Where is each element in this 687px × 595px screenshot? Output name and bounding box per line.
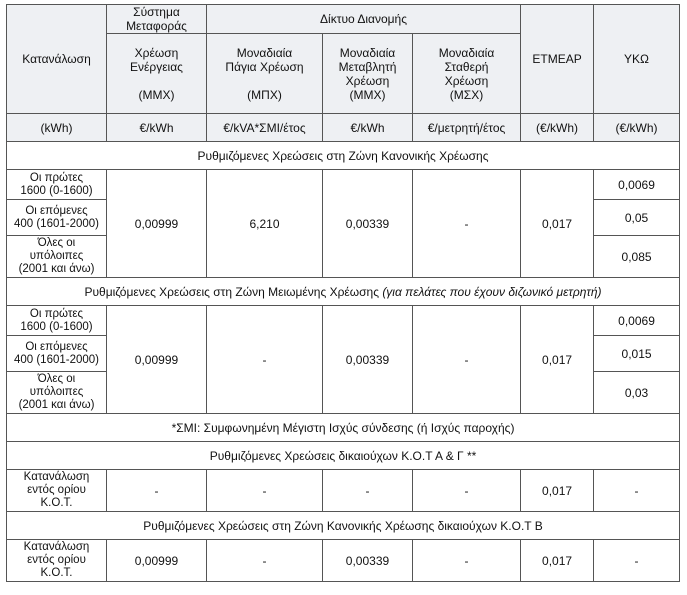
tier-rest: Όλες οι υπόλοιπες (2001 και άνω) [7,236,107,278]
tier-next-reduced: Οι επόμενες 400 (1601-2000) [7,336,107,372]
section-normal-title: Ρυθμιζόμενες Χρεώσεις στη Ζώνη Κανονικής Χρέωσης [7,142,680,170]
normal-fixed: 6,210 [207,170,323,278]
header-yko: ΥΚΩ [594,5,680,114]
kot-ag-energy: - [107,470,207,512]
header-distribution-group: Δίκτυο Διανομής [207,5,521,34]
normal-meter: - [413,170,521,278]
header-energy-charge: Χρέωση Ενέργειας (ΜΜΧ) [107,34,207,114]
kot-ag-label: Κατανάλωση εντός ορίου Κ.Ο.Τ. [7,470,107,512]
normal-energy: 0,00999 [107,170,207,278]
section-kot-b-title: Ρυθμιζόμενες Χρεώσεις στη Ζώνη Κανονικής Χρέωσης δικαιούχων Κ.Ο.Τ Β [7,512,680,540]
unit-fixed: €/kVA*ΣΜΙ/έτος [207,114,323,142]
normal-yko-first: 0,0069 [594,170,680,200]
tier-first: Οι πρώτες 1600 (0-1600) [7,170,107,200]
header-consumption: Κατανάλωση [7,5,107,114]
section-kot-ag-title: Ρυθμιζόμενες Χρεώσεις δικαιούχων Κ.Ο.Τ Α & Γ ** [7,442,680,470]
reduced-energy: 0,00999 [107,306,207,414]
reduced-meter: - [413,306,521,414]
header-fixed-charge: Μοναδιαία Πάγια Χρέωση (ΜΠΧ) [207,34,323,114]
kot-ag-fixed: - [207,470,323,512]
reduced-yko-rest: 0,03 [594,372,680,414]
tier-next: Οι επόμενες 400 (1601-2000) [7,200,107,236]
tariff-table [6,4,680,582]
reduced-yko-first: 0,0069 [594,306,680,336]
unit-consumption: (kWh) [7,114,107,142]
reduced-variable: 0,00339 [323,306,413,414]
reduced-yko-next: 0,015 [594,336,680,372]
kot-b-etmear: 0,017 [521,540,594,582]
kot-ag-etmear: 0,017 [521,470,594,512]
unit-yko: (€/kWh) [594,114,680,142]
unit-variable: €/kWh [323,114,413,142]
header-variable-charge: Μοναδιαία Μεταβλητή Χρέωση (ΜΜΧ) [323,34,413,114]
reduced-fixed: - [207,306,323,414]
unit-energy: €/kWh [107,114,207,142]
tier-rest-reduced: Όλες οι υπόλοιπες (2001 και άνω) [7,372,107,414]
normal-yko-next: 0,05 [594,200,680,236]
section-reduced-title: Ρυθμιζόμενες Χρεώσεις στη Ζώνη Μειωμένης Χρέωσης (για πελάτες που έχουν διζωνικό μετρητή) [7,278,680,306]
kot-b-variable: 0,00339 [323,540,413,582]
reduced-etmear: 0,017 [521,306,594,414]
normal-etmear: 0,017 [521,170,594,278]
kot-b-label: Κατανάλωση εντός ορίου Κ.Ο.Τ. [7,540,107,582]
header-transmission-group: Σύστημα Μεταφοράς [107,5,207,34]
kot-b-energy: 0,00999 [107,540,207,582]
unit-etmear: (€/kWh) [521,114,594,142]
kot-b-fixed: - [207,540,323,582]
normal-yko-rest: 0,085 [594,236,680,278]
kot-b-meter: - [413,540,521,582]
kot-ag-variable: - [323,470,413,512]
kot-ag-yko: - [594,470,680,512]
header-meter-charge: Μοναδιαία Σταθερή Χρέωση (ΜΣΧ) [413,34,521,114]
kot-b-yko: - [594,540,680,582]
unit-meter: €/μετρητή/έτος [413,114,521,142]
kot-ag-meter: - [413,470,521,512]
normal-variable: 0,00339 [323,170,413,278]
section-smi-note: *ΣΜΙ: Συμφωνημένη Μέγιστη Ισχύς σύνδεσης (ή Ισχύς παροχής) [7,414,680,442]
tier-first-reduced: Οι πρώτες 1600 (0-1600) [7,306,107,336]
header-etmear: ΕΤΜΕΑΡ [521,5,594,114]
